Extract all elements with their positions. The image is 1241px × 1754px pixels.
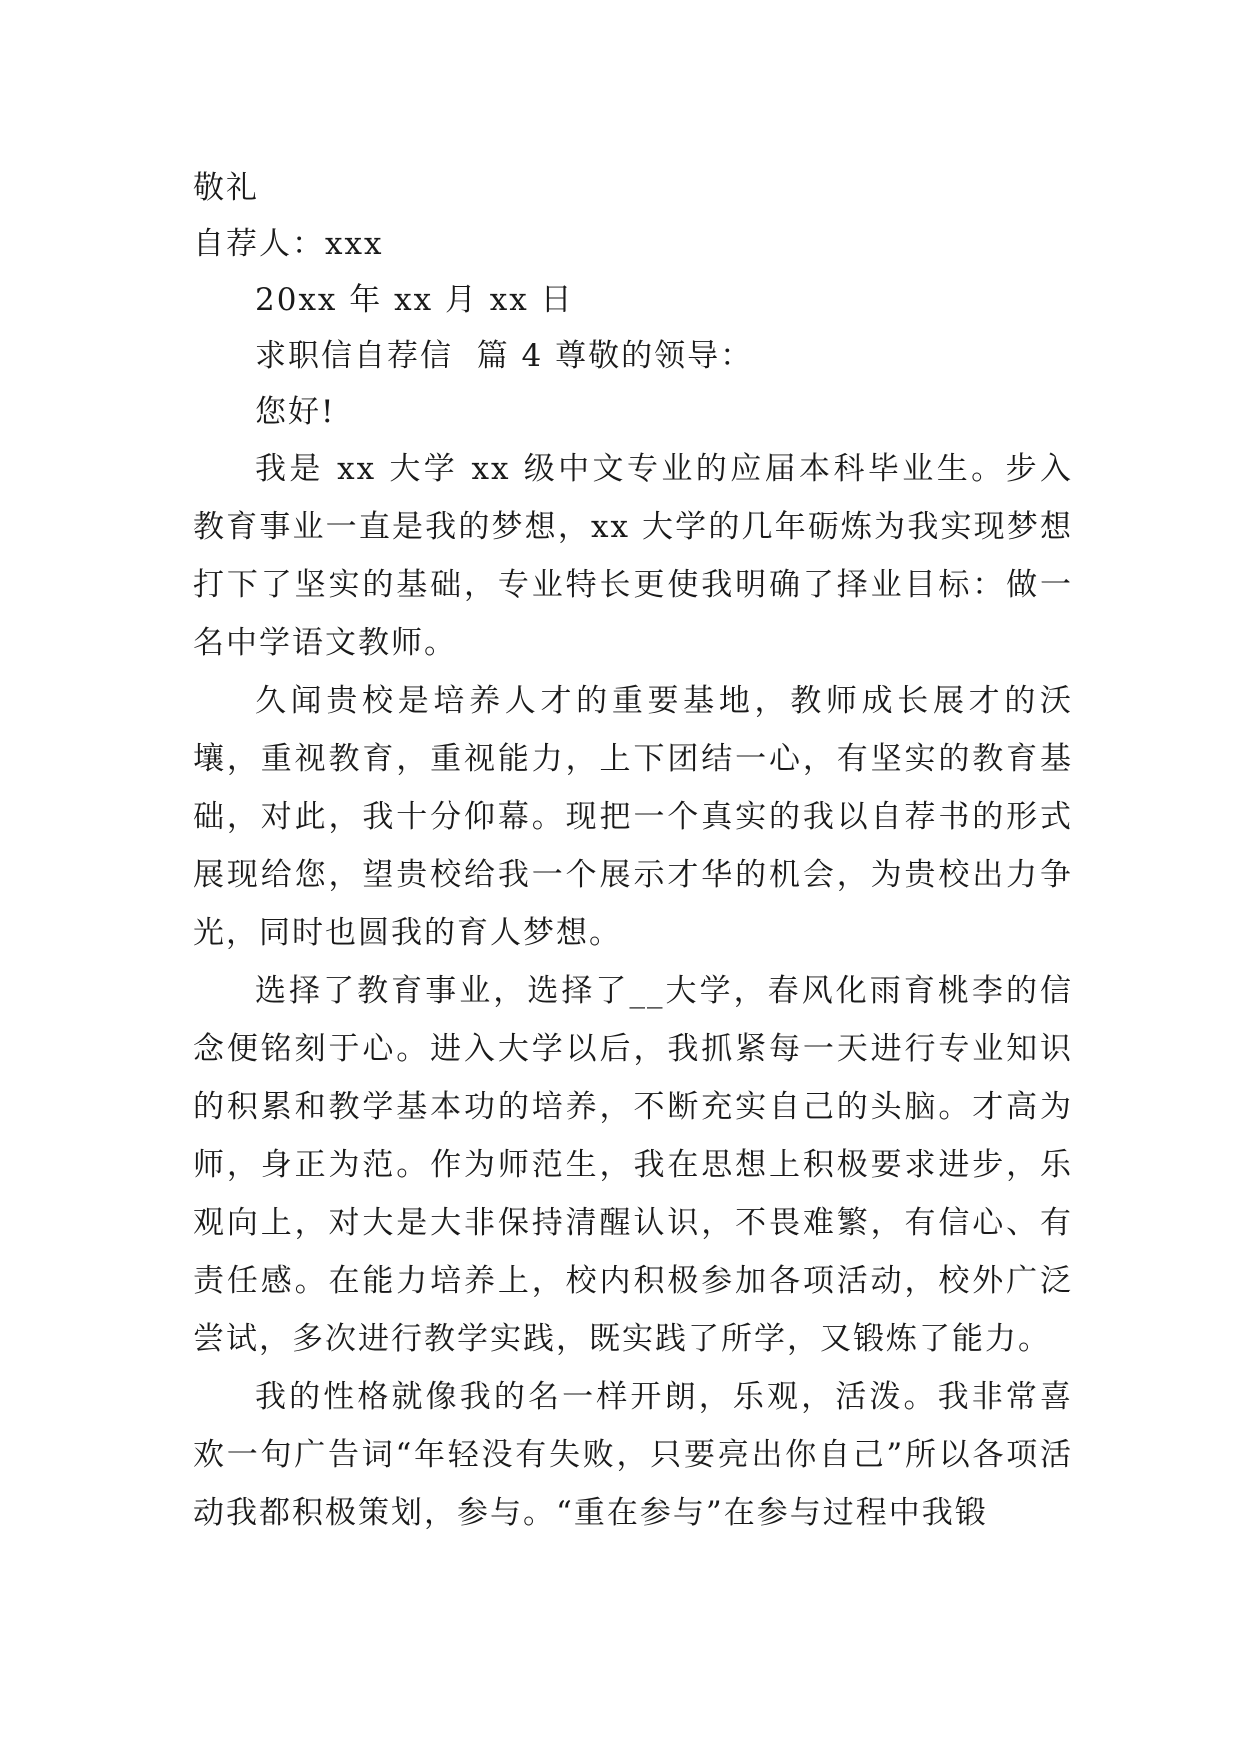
paragraph-2: 久闻贵校是培养人才的重要基地，教师成长展才的沃壤，重视教育，重视能力，上下团结一心，有坚实的教育基础，对此，我十分仰幕。现把一个真实的我以自荐书的形式展现给您，望贵校给我一个展示才华的机会，为贵校出力争光，同时也圆我的育人梦想。: [193, 683, 1073, 951]
signer-text: 自荐人：xxx: [193, 226, 384, 262]
paragraph-3: 选择了教育事业，选择了__大学，春风化雨育桃李的信念便铭刻于心。进入大学以后，我抓紧每一天进行专业知识的积累和教学基本功的培养，不断充实自己的头脑。才高为师，身正为范。作为师范生，我在思想上积极要求进步，乐观向上，对大是大非保持清醒认识，不畏难繁，有信心、有责任感。在能力培养上，校内积极参加各项活动，校外广泛尝试，多次进行教学实践，既实践了所学，又锻炼了能力。: [193, 973, 1073, 1357]
letter-body: [193, 160, 1073, 1542]
date-text: 20xx 年 xx 月 xx 日: [255, 282, 574, 318]
letter-heading: 求职信自荐信 篇 4 尊敬的领导：: [255, 338, 754, 374]
paragraph-1: 我是 xx 大学 xx 级中文专业的应届本科毕业生。步入教育事业一直是我的梦想，xx 大学的几年砺炼为我实现梦想打下了坚实的基础，专业特长更使我明确了择业目标：做一名中学语文教师。: [193, 451, 1073, 661]
paragraph-4: 我的性格就像我的名一样开朗，乐观，活泼。我非常喜欢一句广告词“年轻没有失败，只要亮出你自己”所以各项活动我都积极策划，参与。“重在参与”在参与过程中我锻: [193, 1379, 1073, 1531]
greeting-text: 您好!: [255, 394, 336, 430]
closing-text: 敬礼: [193, 170, 259, 206]
